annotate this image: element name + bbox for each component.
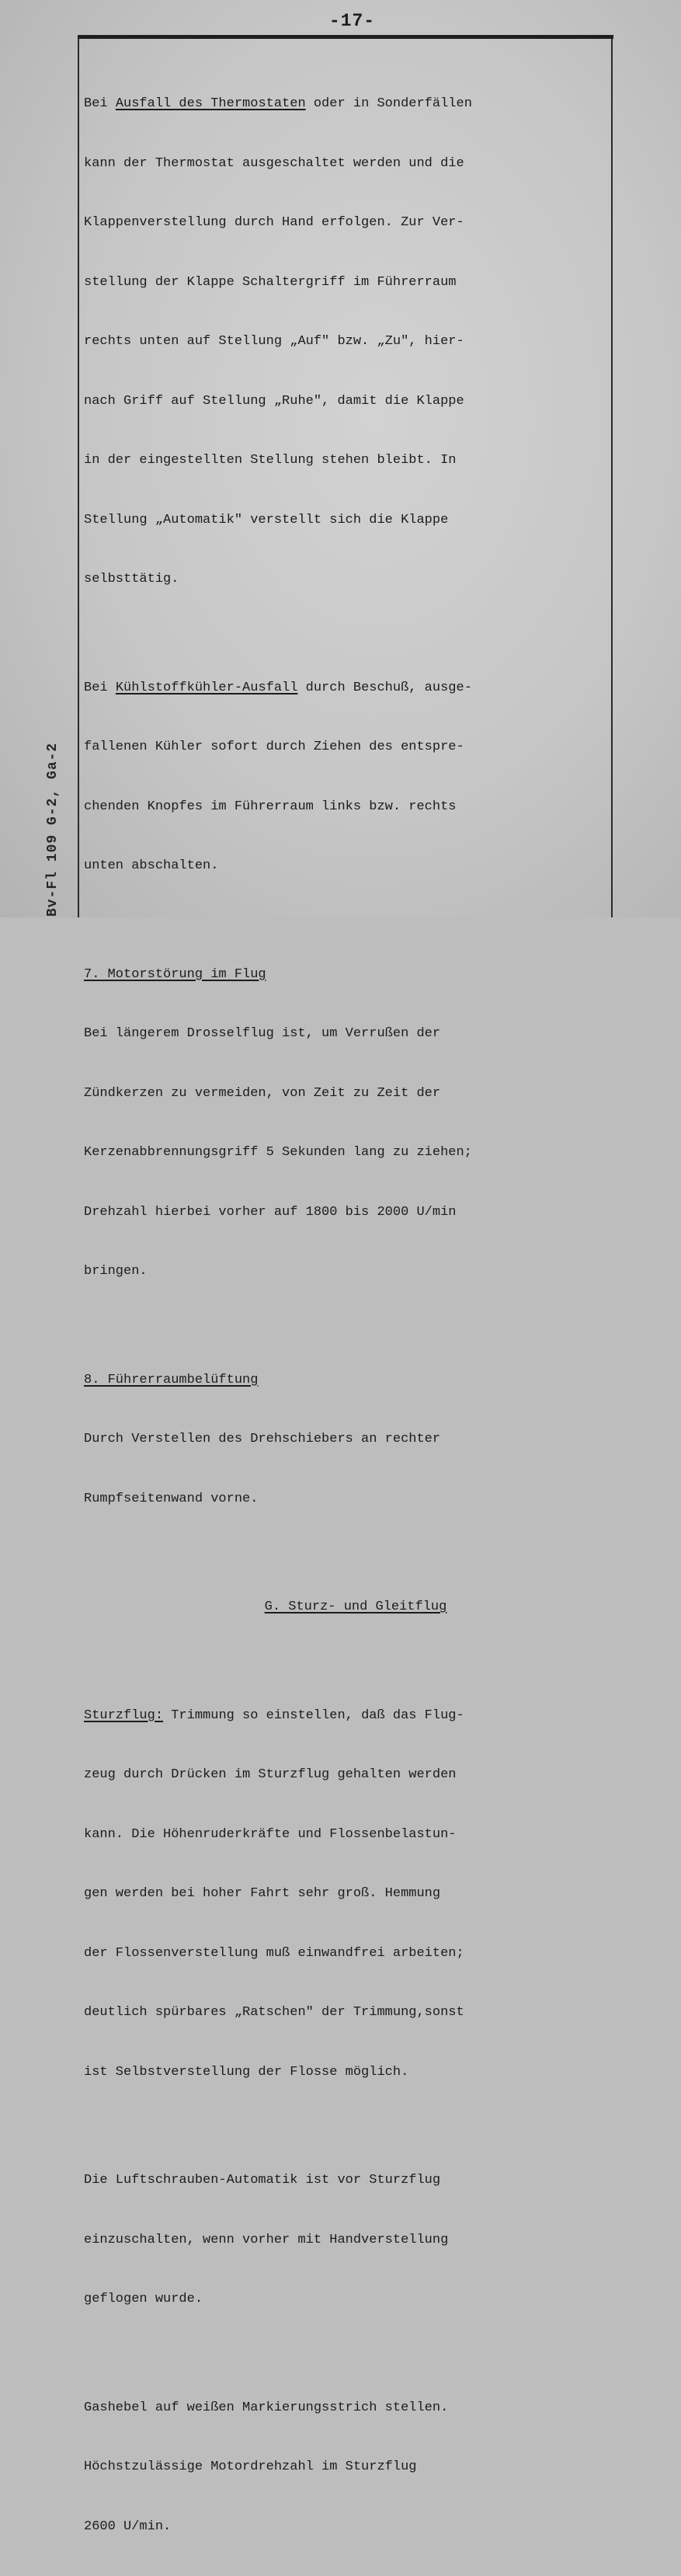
page-number: -17-	[0, 11, 681, 31]
text-line: Zündkerzen zu vermeiden, von Zeit zu Zeit der	[84, 1084, 612, 1104]
paragraph-thermostat	[84, 54, 612, 629]
paragraph-gap	[84, 629, 612, 639]
paragraph-gap	[84, 2349, 612, 2358]
section-8-cockpit-ventilation	[84, 1331, 612, 1549]
text-line: unten abschalten.	[84, 856, 612, 876]
text-line: geflogen wurde.	[84, 2289, 612, 2310]
text-line: deutlich spürbares „Ratschen" der Trimmung,sonst	[84, 2003, 612, 2023]
text-line: nach Griff auf Stellung „Ruhe", damit die Klappe	[84, 392, 612, 412]
paragraph-gap	[84, 1321, 612, 1331]
text-line: gen werden bei hoher Fahrt sehr groß. Hemmung	[84, 1884, 612, 1904]
paragraph-gap	[84, 916, 612, 925]
text-fragment: oder in Sonderfällen	[306, 96, 472, 111]
text-line: Höchstzulässige Motordrehzahl im Sturzflug	[84, 2457, 612, 2477]
paragraph-coolant-failure	[84, 639, 612, 916]
text-line: in der eingestellten Stellung stehen bleibt. In	[84, 451, 612, 471]
text-line: kann. Die Höhenruderkräfte und Flossenbelastun-	[84, 1825, 612, 1845]
paragraph-gap	[84, 2122, 612, 2131]
text-line: ist Selbstverstellung der Flosse möglich.	[84, 2063, 612, 2083]
text-line: einzuschalten, wenn vorher mit Handverstellung	[84, 2230, 612, 2251]
section-heading: 7. Motorstörung im Flug	[84, 965, 612, 985]
underlined-term: Ausfall des Thermostaten	[116, 96, 306, 111]
text-line: stellung der Klappe Schaltergriff im Führerraum	[84, 273, 612, 293]
text-line: zeug durch Drücken im Sturzflug gehalten werden	[84, 1765, 612, 1785]
underlined-term: Kühlstoffkühler-Ausfall	[116, 681, 298, 695]
text-line: Gashebel auf weißen Markierungsstrich stellen.	[84, 2398, 612, 2418]
paragraph-dive	[84, 1666, 612, 2122]
text-line	[84, 94, 612, 114]
text-line: bringen.	[84, 1262, 612, 1282]
section-heading-text: G. Sturz- und Gleitflug	[265, 1600, 447, 1614]
text-fragment: durch Beschuß, ausge-	[297, 681, 471, 695]
text-line: selbsttätig.	[84, 569, 612, 590]
section-heading: 8. Führerraumbelüftung	[84, 1370, 612, 1391]
section-g-heading-block	[84, 1558, 612, 1657]
text-line: fallenen Kühler sofort durch Ziehen des entspre-	[84, 737, 612, 757]
document-body	[84, 54, 612, 2576]
text-line	[84, 678, 612, 698]
paragraph-throttle	[84, 2358, 612, 2576]
text-line: 2600 U/min.	[84, 2517, 612, 2537]
text-line: kann der Thermostat ausgeschaltet werden und die	[84, 154, 612, 174]
top-rule	[78, 35, 613, 39]
text-line: Bei längerem Drosselflug ist, um Verrußen der	[84, 1024, 612, 1044]
text-line: Stellung „Automatik" verstellt sich die Klappe	[84, 510, 612, 531]
text-line: Kerzenabbrennungsgriff 5 Sekunden lang zu ziehen;	[84, 1143, 612, 1163]
text-line: Klappenverstellung durch Hand erfolgen. Zur Ver-	[84, 213, 612, 233]
left-margin-rule	[78, 38, 79, 917]
document-page	[0, 0, 681, 917]
text-line: der Flossenverstellung muß einwandfrei arbeiten;	[84, 1944, 612, 1964]
text-line: Durch Verstellen des Drehschiebers an rechter	[84, 1429, 612, 1450]
document-reference-note: Bv-Fl 109 G-2, Ga-2	[45, 743, 61, 917]
paragraph-gap	[84, 1548, 612, 1558]
underlined-term: Sturzflug:	[84, 1708, 163, 1723]
text-fragment: Bei	[84, 96, 116, 111]
text-line	[84, 1706, 612, 1726]
text-line: Die Luftschrauben-Automatik ist vor Sturzflug	[84, 2170, 612, 2191]
text-line: rechts unten auf Stellung „Auf" bzw. „Zu", hier-	[84, 332, 612, 352]
text-fragment: Trimmung so einstellen, daß das Flug-	[163, 1708, 464, 1723]
section-heading-centered	[84, 1597, 612, 1617]
paragraph-propeller-automatic	[84, 2131, 612, 2349]
text-line: Drehzahl hierbei vorher auf 1800 bis 2000 U/min	[84, 1203, 612, 1223]
text-fragment: Bei	[84, 681, 116, 695]
text-line: Rumpfseitenwand vorne.	[84, 1489, 612, 1509]
paragraph-gap	[84, 1657, 612, 1666]
text-line: chenden Knopfes im Führerraum links bzw. rechts	[84, 797, 612, 817]
section-7-engine-trouble	[84, 925, 612, 1321]
